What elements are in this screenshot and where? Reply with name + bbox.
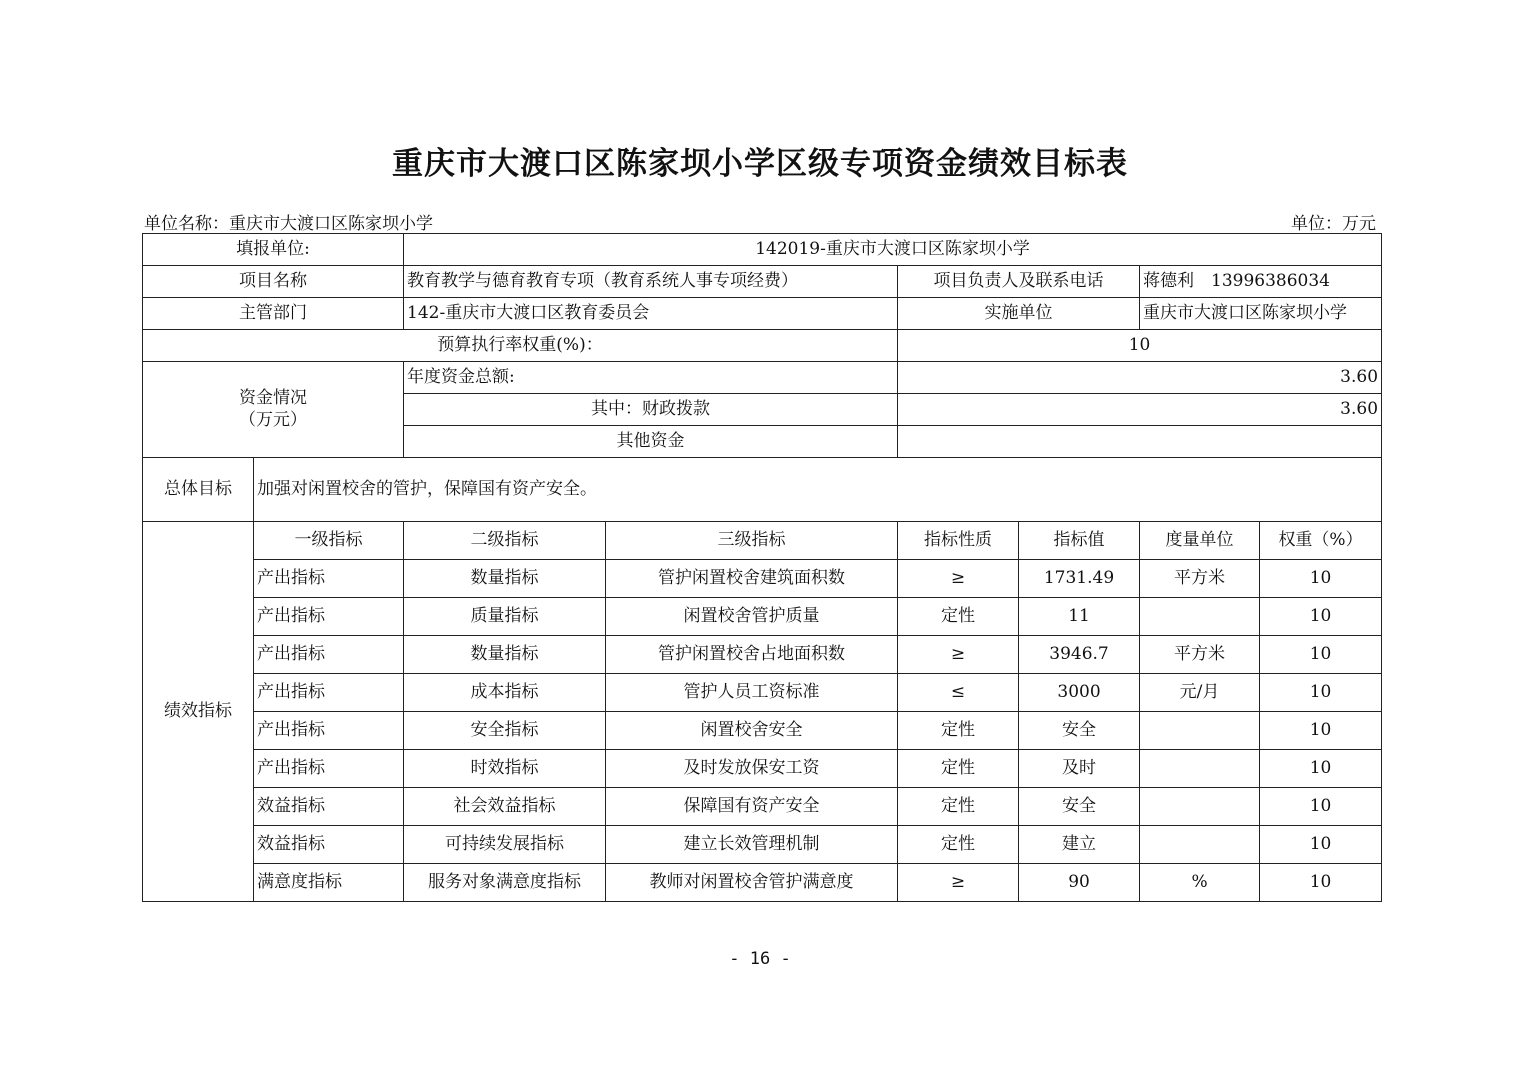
unit-cell: [1140, 826, 1260, 864]
table-row: [143, 826, 1382, 864]
page-title: 重庆市大渡口区陈家坝小学区级专项资金绩效目标表: [392, 146, 1128, 182]
impl-value: 重庆市大渡口区陈家坝小学: [1140, 298, 1382, 330]
level2-cell: 社会效益指标: [404, 788, 606, 826]
col-header: 权重（%）: [1260, 522, 1382, 560]
level1-cell: 产出指标: [254, 636, 404, 674]
level2-cell: 服务对象满意度指标: [404, 864, 606, 902]
dept-label: 主管部门: [143, 298, 404, 330]
value-cell: 建立: [1019, 826, 1140, 864]
funds-other-value: [898, 426, 1382, 458]
weight-cell: 10: [1260, 750, 1382, 788]
indicators-label: 绩效指标: [143, 522, 254, 902]
level3-cell: 管护闲置校舍建筑面积数: [606, 560, 898, 598]
col-header: 三级指标: [606, 522, 898, 560]
level1-cell: 满意度指标: [254, 864, 404, 902]
manager-label: 项目负责人及联系电话: [898, 266, 1140, 298]
level1-cell: 产出指标: [254, 598, 404, 636]
weight-cell: 10: [1260, 864, 1382, 902]
col-header: 指标性质: [898, 522, 1019, 560]
weight-cell: 10: [1260, 788, 1382, 826]
weight-cell: 10: [1260, 598, 1382, 636]
manager-value: 蒋德利 13996386034: [1140, 266, 1382, 298]
table-row: [143, 712, 1382, 750]
goal-text: 加强对闲置校舍的管护，保障国有资产安全。: [254, 458, 1382, 522]
table-row: [143, 788, 1382, 826]
value-cell: 及时: [1019, 750, 1140, 788]
level2-cell: 安全指标: [404, 712, 606, 750]
funds-label-line2: （万元）: [239, 409, 307, 430]
value-cell: 90: [1019, 864, 1140, 902]
value-cell: 安全: [1019, 788, 1140, 826]
funds-label-line1: 资金情况: [239, 388, 307, 409]
fill-unit-value: 142019-重庆市大渡口区陈家坝小学: [404, 234, 1382, 266]
budget-weight-label: 预算执行率权重(%)：: [143, 330, 898, 362]
funds-other-label: 其他资金: [404, 426, 898, 458]
table-row: [143, 750, 1382, 788]
value-cell: 11: [1019, 598, 1140, 636]
value-cell: 3000: [1019, 674, 1140, 712]
unit-cell: [1140, 788, 1260, 826]
level3-cell: 教师对闲置校舍管护满意度: [606, 864, 898, 902]
unit-cell: %: [1140, 864, 1260, 902]
funds-fiscal-value: 3.60: [898, 394, 1382, 426]
value-cell: 3946.7: [1019, 636, 1140, 674]
value-cell: 1731.49: [1019, 560, 1140, 598]
page-number: - 16 -: [729, 949, 791, 969]
funds-fiscal-label: 其中：财政拨款: [404, 394, 898, 426]
col-header: 度量单位: [1140, 522, 1260, 560]
performance-target-table: [142, 233, 1382, 902]
weight-cell: 10: [1260, 560, 1382, 598]
funds-total-label: 年度资金总额:: [404, 362, 898, 394]
table-row: [143, 560, 1382, 598]
level3-cell: 闲置校舍管护质量: [606, 598, 898, 636]
level1-cell: 效益指标: [254, 788, 404, 826]
goal-label: 总体目标: [143, 458, 254, 522]
funds-label: [143, 362, 404, 458]
level2-cell: 数量指标: [404, 636, 606, 674]
nature-cell: 定性: [898, 788, 1019, 826]
level3-cell: 建立长效管理机制: [606, 826, 898, 864]
nature-cell: ≤: [898, 674, 1019, 712]
unit-cell: 元/月: [1140, 674, 1260, 712]
table-row: [143, 864, 1382, 902]
nature-cell: ≥: [898, 864, 1019, 902]
value-cell: 安全: [1019, 712, 1140, 750]
level3-cell: 保障国有资产安全: [606, 788, 898, 826]
weight-cell: 10: [1260, 674, 1382, 712]
unit-name-label: 单位名称：重庆市大渡口区陈家坝小学: [144, 214, 433, 234]
level2-cell: 可持续发展指标: [404, 826, 606, 864]
fill-unit-label: 填报单位:: [143, 234, 404, 266]
level3-cell: 及时发放保安工资: [606, 750, 898, 788]
table-row: [143, 636, 1382, 674]
weight-cell: 10: [1260, 826, 1382, 864]
unit-cell: [1140, 598, 1260, 636]
budget-weight-value: 10: [898, 330, 1382, 362]
unit-cell: 平方米: [1140, 560, 1260, 598]
table-row: [143, 598, 1382, 636]
level2-cell: 成本指标: [404, 674, 606, 712]
impl-label: 实施单位: [898, 298, 1140, 330]
level2-cell: 数量指标: [404, 560, 606, 598]
level2-cell: 时效指标: [404, 750, 606, 788]
project-name-label: 项目名称: [143, 266, 404, 298]
col-header: 指标值: [1019, 522, 1140, 560]
unit-cell: [1140, 750, 1260, 788]
level1-cell: 产出指标: [254, 750, 404, 788]
weight-cell: 10: [1260, 712, 1382, 750]
nature-cell: 定性: [898, 826, 1019, 864]
nature-cell: 定性: [898, 598, 1019, 636]
nature-cell: 定性: [898, 750, 1019, 788]
level1-cell: 产出指标: [254, 674, 404, 712]
col-header: 一级指标: [254, 522, 404, 560]
level1-cell: 产出指标: [254, 560, 404, 598]
dept-value: 142-重庆市大渡口区教育委员会: [404, 298, 898, 330]
table-row: [143, 674, 1382, 712]
project-name-value: 教育教学与德育教育专项（教育系统人事专项经费）: [404, 266, 898, 298]
nature-cell: ≥: [898, 560, 1019, 598]
level3-cell: 闲置校舍安全: [606, 712, 898, 750]
level1-cell: 产出指标: [254, 712, 404, 750]
funds-total-value: 3.60: [898, 362, 1382, 394]
nature-cell: 定性: [898, 712, 1019, 750]
weight-cell: 10: [1260, 636, 1382, 674]
unit-label: 单位：万元: [1291, 214, 1376, 234]
level3-cell: 管护闲置校舍占地面积数: [606, 636, 898, 674]
nature-cell: ≥: [898, 636, 1019, 674]
level1-cell: 效益指标: [254, 826, 404, 864]
unit-cell: [1140, 712, 1260, 750]
col-header: 二级指标: [404, 522, 606, 560]
unit-cell: 平方米: [1140, 636, 1260, 674]
level2-cell: 质量指标: [404, 598, 606, 636]
level3-cell: 管护人员工资标准: [606, 674, 898, 712]
